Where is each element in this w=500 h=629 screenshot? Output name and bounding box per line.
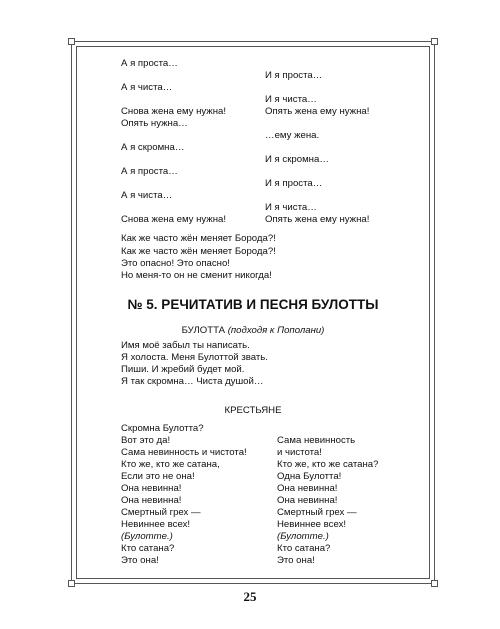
dialogue-line-right: …ему жена.	[265, 130, 320, 141]
bulotta-line: Я холоста. Меня Булоттой звать.	[121, 352, 268, 363]
frame-corner	[68, 38, 75, 45]
frame-corner	[431, 38, 438, 45]
bulotta-line: Я так скромна… Чиста душой…	[121, 376, 264, 387]
peasants-right-line: Это она!	[277, 555, 315, 566]
peasants-left-line: Если это не она!	[121, 471, 195, 482]
dialogue-line-right: И я скромна…	[265, 154, 329, 165]
frame-corner	[68, 580, 75, 587]
refrain-line: Но меня-то он не сменит никогда!	[121, 270, 272, 281]
peasants-left-line: Скромна Булотта?	[121, 423, 204, 434]
dialogue-line-left: А я скромна…	[121, 142, 185, 153]
dialogue-line-left: А я чиста…	[121, 190, 173, 201]
dialogue-line-right: И я проста…	[265, 70, 323, 81]
peasants-right-line: Одна Булотта!	[277, 471, 342, 482]
peasants-left-line: Вот это да!	[121, 435, 171, 446]
stage-direction: (подходя к Пополани)	[227, 325, 325, 336]
peasants-right-line: Кто же, кто же сатана?	[277, 459, 379, 470]
dialogue-line-right: И я чиста…	[265, 94, 317, 105]
peasants-left-line: Это она!	[121, 555, 159, 566]
peasants-left-line: Кто же, кто же сатана,	[121, 459, 220, 470]
dialogue-line-left: А я проста…	[121, 58, 178, 69]
speaker-peasants: КРЕСТЬЯНЕ	[224, 405, 282, 416]
peasants-right-line: Кто сатана?	[277, 543, 331, 554]
peasants-right-line: Смертный грех —	[277, 507, 357, 518]
peasants-left-line: Она невинна!	[121, 495, 182, 506]
dialogue-line-left: Опять нужна…	[121, 118, 188, 129]
dialogue-line-right: И я чиста…	[265, 202, 317, 213]
peasants-left-line: Сама невинность и чистота!	[121, 447, 247, 458]
refrain-line: Как же часто жён меняет Борода?!	[121, 246, 276, 257]
speaker-name: БУЛОТТА	[181, 325, 226, 336]
peasants-right-line: Она невинна!	[277, 483, 338, 494]
peasants-right-line: Она невинна!	[277, 495, 338, 506]
refrain-line: Как же часто жён меняет Борода?!	[121, 233, 276, 244]
peasants-left-line: Она невинна!	[121, 483, 182, 494]
dialogue-line-left: Снова жена ему нужна!	[121, 214, 227, 225]
dialogue-line-right: Опять жена ему нужна!	[265, 214, 370, 225]
peasants-left-line: Невиннее всех!	[121, 519, 191, 530]
dialogue-line-right: И я проста…	[265, 178, 323, 189]
dialogue-line-left: А я проста…	[121, 166, 178, 177]
peasants-right-line: Сама невинность	[277, 435, 356, 446]
speaker-cue-bulotta	[76, 325, 430, 336]
peasants-left-direction: (Булотте.)	[121, 531, 173, 542]
peasants-right-direction: (Булотте.)	[277, 531, 329, 542]
section-title: № 5. РЕЧИТАТИВ И ПЕСНЯ БУЛОТТЫ	[127, 297, 379, 312]
dialogue-line-right: Опять жена ему нужна!	[265, 106, 370, 117]
peasants-left-line: Кто сатана?	[121, 543, 175, 554]
refrain-line: Это опасно! Это опасно!	[121, 258, 230, 269]
bulotta-line: Имя моё забыл ты написать.	[121, 340, 250, 351]
dialogue-line-left: А я чиста…	[121, 82, 173, 93]
peasants-right-line: и чистота!	[277, 447, 322, 458]
page-number: 25	[243, 589, 257, 604]
bulotta-line: Пиши. И жребий будет мой.	[121, 364, 245, 375]
peasants-left-line: Смертный грех —	[121, 507, 201, 518]
dialogue-line-left: Снова жена ему нужна!	[121, 106, 227, 117]
peasants-right-line: Невиннее всех!	[277, 519, 347, 530]
frame-corner	[431, 580, 438, 587]
